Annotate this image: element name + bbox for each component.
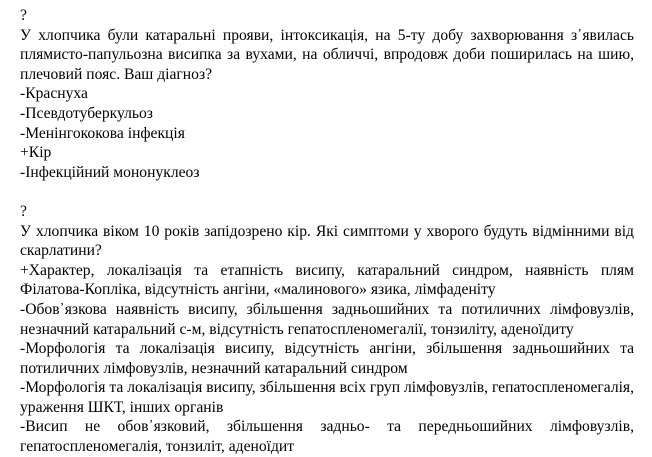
option-text: Кір bbox=[28, 144, 52, 162]
option-prefix: + bbox=[20, 144, 29, 162]
option-text: Краснуха bbox=[25, 85, 88, 103]
question-text: У хлопчика були катаральні прояви, інтоксикація, на 5-ту добу захворювання з᾿явилась плямисто-папульозна висипка за вухами, на обличчі, впродовж доби поширилась на шию, плечовий пояс. Ваш діагноз? bbox=[20, 26, 634, 83]
option-text: Морфологія та локалізація висипу, збільшення всіх груп лімфовузлів, гепатоспленомегалія, ураження ШКТ, інших органів bbox=[20, 379, 634, 416]
answer-option bbox=[20, 300, 634, 339]
question-block-2 bbox=[20, 202, 634, 457]
option-text: Інфекційний мононуклеоз bbox=[25, 163, 200, 181]
option-text: Обов᾿язкова наявність висипу, збільшення задньошийних та потиличних лімфовузлів, незначний катаральний с-м, відсутність гепатоспленомегалії, тонзиліту, аденоїдиту bbox=[20, 300, 634, 338]
answer-option bbox=[20, 104, 634, 124]
option-text: Висип не обов᾿язковий, збільшення задньо- та передньошийних лімфовузлів, гепатоспленомегалія, тонзиліт, аденоїдит bbox=[20, 418, 634, 456]
option-text: Морфологія та локалізація висипу, відсутність ангіни, збільшення задньошийних та потиличних лімфовузлів, незначний катаральний синдром bbox=[20, 340, 634, 377]
question-block-1 bbox=[20, 6, 634, 182]
option-prefix: - bbox=[20, 340, 26, 358]
answer-option bbox=[20, 163, 634, 183]
answer-option bbox=[20, 84, 634, 104]
blank-line bbox=[20, 182, 634, 202]
option-prefix: + bbox=[20, 261, 29, 279]
answer-option bbox=[20, 339, 634, 378]
option-prefix: - bbox=[20, 163, 26, 181]
answer-option bbox=[20, 417, 634, 456]
option-prefix: - bbox=[20, 300, 26, 318]
option-prefix: - bbox=[20, 418, 26, 436]
question-marker: ? bbox=[20, 202, 27, 220]
option-prefix: - bbox=[20, 124, 26, 142]
option-text: Характер, локалізація та етапність висипу, катаральний синдром, наявність плям Філатова-Копліка, відсутність ангіни, «малинового» язика, лімфаденіту bbox=[20, 261, 634, 299]
option-text: Менінгококова інфекція bbox=[25, 124, 185, 142]
answer-option-correct bbox=[20, 261, 634, 300]
answer-option bbox=[20, 378, 634, 417]
answer-option-correct bbox=[20, 143, 634, 163]
question-marker: ? bbox=[20, 7, 27, 24]
answer-option bbox=[20, 124, 634, 144]
option-prefix: - bbox=[20, 104, 26, 122]
option-text: Псевдотуберкульоз bbox=[25, 104, 153, 122]
option-prefix: - bbox=[20, 379, 26, 397]
question-text: У хлопчика віком 10 років запідозрено кір. Які симптоми у хворого будуть відмінними від скарлатини? bbox=[20, 222, 634, 260]
option-prefix: - bbox=[20, 85, 26, 103]
